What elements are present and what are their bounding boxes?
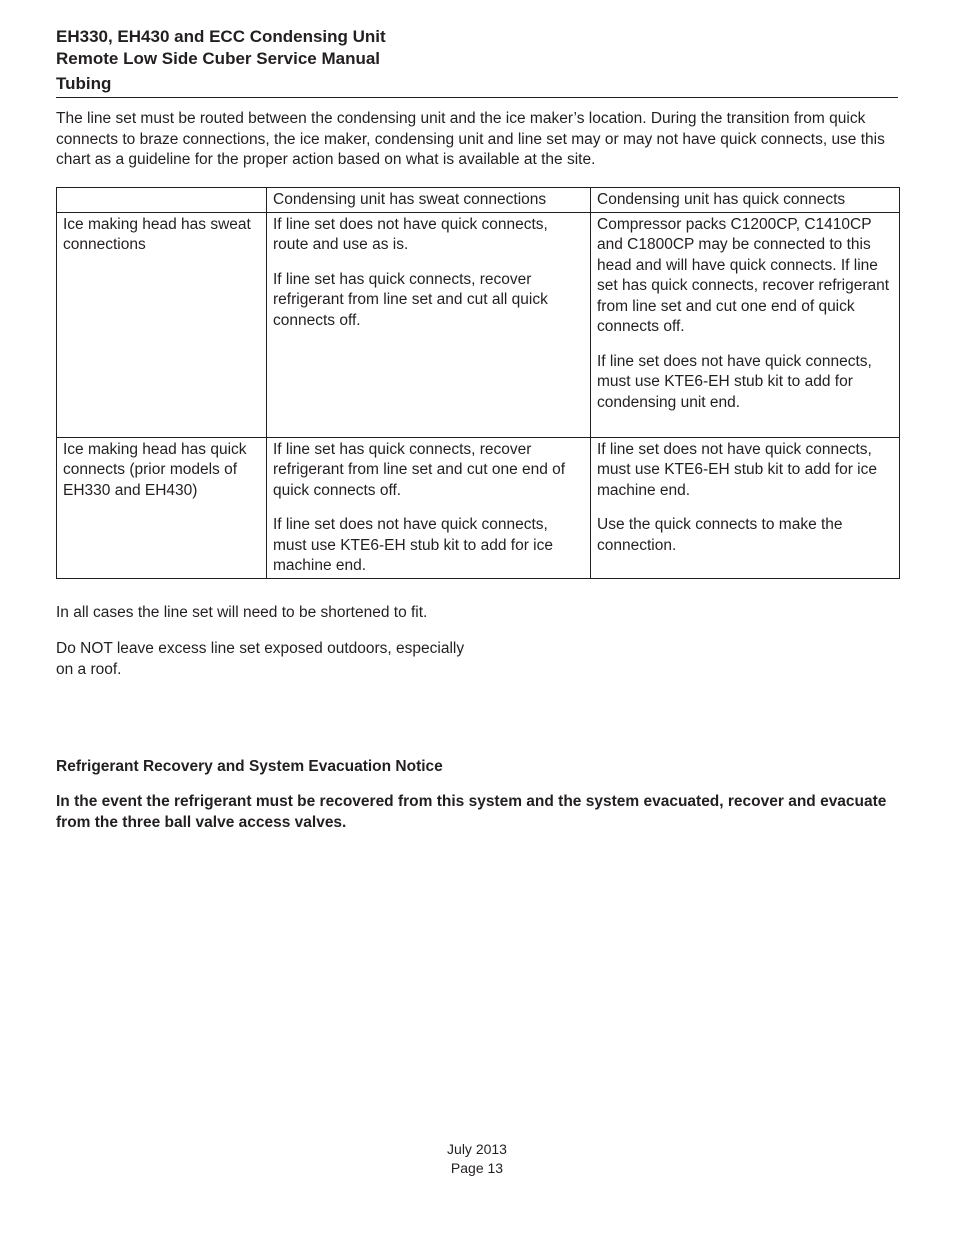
- table-row: [57, 212, 900, 437]
- cell-paragraph: If line set does not have quick connects, route and use as is.: [273, 215, 548, 253]
- cell-paragraph: If line set has quick connects, recover refrigerant from line set and cut all quick connects off.: [273, 270, 548, 329]
- table-header-row: [57, 188, 900, 213]
- cell-paragraph: Use the quick connects to make the connection.: [597, 516, 843, 554]
- row-header-quick-head: Ice making head has quick connects (prior models of EH330 and EH430): [57, 437, 267, 578]
- header-divider: [56, 97, 898, 98]
- shorten-note: In all cases the line set will need to be shortened to fit.: [56, 604, 428, 621]
- table-cell: [267, 212, 591, 437]
- table-cell: [267, 437, 591, 578]
- section-heading: Tubing: [56, 74, 112, 93]
- cell-paragraph: If line set does not have quick connects, must use KTE6-EH stub kit to add for condensing unit end.: [597, 352, 872, 411]
- column-header-sweat: Condensing unit has sweat connections: [267, 188, 591, 213]
- table-cell: [591, 437, 900, 578]
- cell-paragraph: If line set does not have quick connects, must use KTE6-EH stub kit to add for ice machine end.: [273, 516, 553, 574]
- table-row: [57, 437, 900, 578]
- document-subtitle: Remote Low Side Cuber Service Manual: [56, 49, 381, 68]
- cell-paragraph: If line set does not have quick connects, must use KTE6-EH stub kit to add for ice machine end.: [597, 440, 877, 499]
- recovery-notice-title: Refrigerant Recovery and System Evacuation Notice: [56, 758, 443, 775]
- table-cell: [591, 212, 900, 437]
- footer-date: July 2013: [447, 1141, 507, 1157]
- document-title: EH330, EH430 and ECC Condensing Unit: [56, 27, 386, 46]
- row-header-sweat-head: Ice making head has sweat connections: [57, 212, 267, 437]
- page-number: Page 13: [450, 1160, 504, 1176]
- column-header-quick: Condensing unit has quick connects: [591, 188, 900, 213]
- intro-paragraph: The line set must be routed between the condensing unit and the ice maker’s location. During the transition from quick connects to braze connections, the ice maker, condensing unit and line set may or may not have quick connects, use this chart as a guideline for the proper action based on what is available at the site.: [56, 110, 885, 168]
- cell-paragraph: If line set has quick connects, recover refrigerant from line set and cut one end of quick connects off.: [273, 440, 566, 499]
- recovery-notice-body: In the event the refrigerant must be recovered from this system and the system evacuated, recover and evacuate from the three ball valve access valves.: [56, 793, 887, 831]
- table-corner-cell: [57, 188, 267, 213]
- connection-guideline-table: [56, 187, 900, 579]
- cell-paragraph: Compressor packs C1200CP, C1410CP and C1800CP may be connected to this head and will have quick connects. If line set has quick connects, recover refrigerant from line set and cut one end of quick connects off.: [597, 215, 890, 335]
- exposure-warning: Do NOT leave excess line set exposed outdoors, especially on a roof.: [56, 640, 465, 678]
